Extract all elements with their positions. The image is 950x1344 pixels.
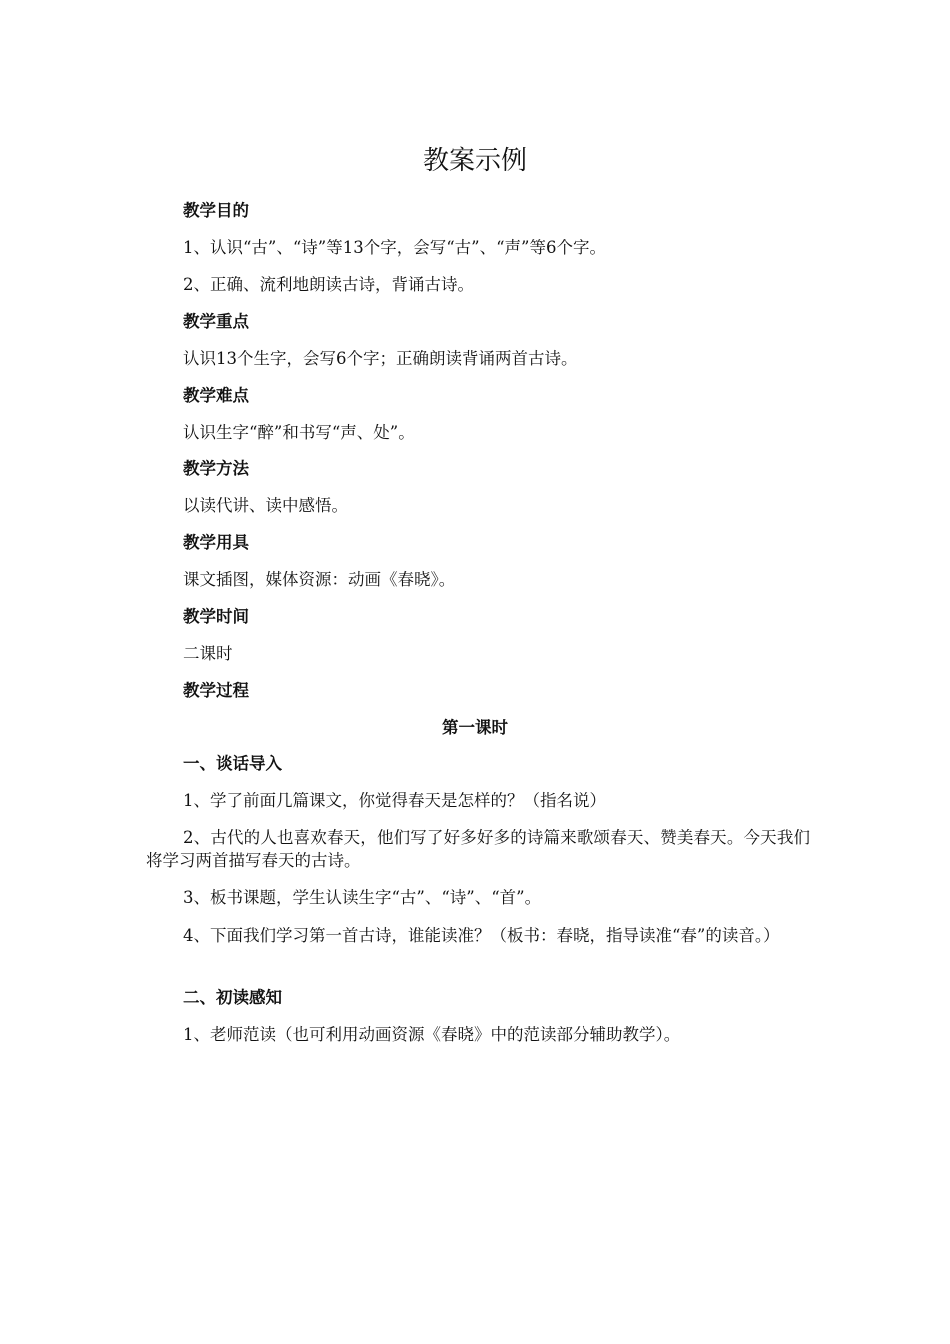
part1-item-3: 3、板书课题，学生认读生字“古”、“诗”、“首”。	[183, 888, 542, 907]
heading-tools: 教学用具	[183, 533, 249, 552]
methods-text: 以读代讲、读中感悟。	[183, 496, 348, 515]
part1-item-4: 4、下面我们学习第一首古诗，谁能读准？（板书：春晓，指导读准“春”的读音。）	[183, 926, 780, 945]
part2-item-1: 1、老师范读（也可利用动画资源《春晓》中的范读部分辅助教学）。	[183, 1025, 681, 1044]
document-title: 教案示例	[422, 146, 527, 176]
part1-item-2: 2、古代的人也喜欢春天，他们写了好多好多的诗篇来歌颂春天、赞美春天。今天我们将学习两首描写春天的古诗。	[146, 828, 810, 870]
heading-time: 教学时间	[183, 607, 249, 626]
lesson-title: 第一课时	[442, 718, 508, 737]
objective-2: 2、正确、流利地朗读古诗，背诵古诗。	[183, 275, 474, 294]
part1-item-1: 1、学了前面几篇课文，你觉得春天是怎样的？（指名说）	[183, 791, 606, 810]
difficulties-text: 认识生字“醉”和书写“声、处”。	[183, 423, 415, 442]
objective-1: 1、认识“古”、“诗”等13个字，会写“古”、“声”等6个字。	[183, 238, 606, 257]
time-text: 二课时	[183, 644, 233, 663]
part1-heading: 一、谈话导入	[183, 754, 282, 773]
heading-difficulties: 教学难点	[183, 386, 249, 405]
heading-process: 教学过程	[183, 681, 249, 700]
heading-objectives: 教学目的	[183, 201, 249, 220]
heading-methods: 教学方法	[183, 459, 249, 478]
tools-text: 课文插图，媒体资源：动画《春晓》。	[183, 570, 456, 589]
key-points-text: 认识13个生字，会写6个字；正确朗读背诵两首古诗。	[183, 349, 578, 368]
heading-key-points: 教学重点	[183, 312, 249, 331]
part2-heading: 二、初读感知	[183, 988, 282, 1007]
